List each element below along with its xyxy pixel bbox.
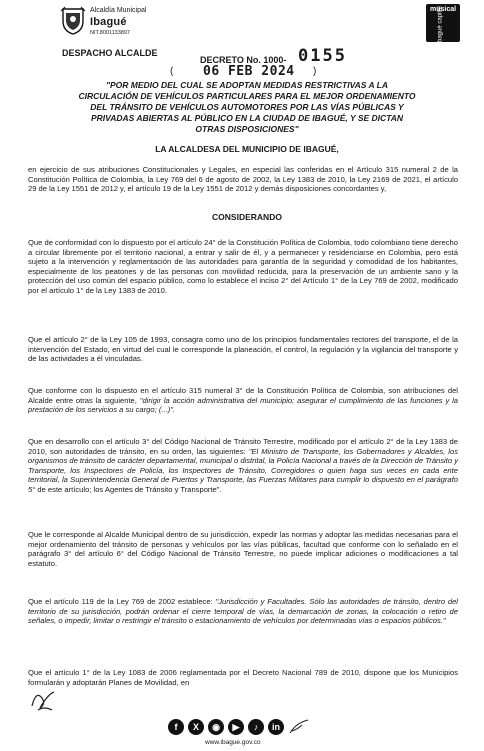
paragraph-4 — [28, 437, 458, 495]
paragraph-1: Que de conformidad con lo dispuesto por el artículo 24° de la Constitución Política de Colombia, todo colombiano tiene derecho a circular libremente por el territorio nacional, a entrar y salir de él, y a permanecer y residenciarse en Colombia, pero está sujeto a la intervención y reglamentación de las autoridades para garantía de la seguridad y comodidad de los habitantes, especialmente de los peatones y de las personas con movilidad reducida, para la preservación de un ambiente sano y la protección del uso común del espacio público, como lo establece el inciso 2° del Artículo 1° de la Ley 769 de 2002, modificado por el artículo 1° de la Ley 1383 de 2010. — [28, 238, 458, 295]
paragraph-5: Que le corresponde al Alcalde Municipal dentro de su jurisdicción, expedir las normas y adoptar las medidas necesarias para el mejor ordenamiento del tránsito de personas y vehículos por las vías públicas, facultad que conforme con lo señalado en el parágrafo 3° del artículo 6° del Código Nacional de Tránsito Terrestre, no puede implicar adiciones o modificaciones a tal estatuto. — [28, 530, 458, 568]
paragraph-4-tail: de este artículo; los Agentes de Tránsito y Transporte". — [35, 484, 222, 494]
decree-title-line: PRIVADAS ABIERTAS AL PÚBLICO EN LA CIUDAD DE IBAGUÉ, Y SE DICTAN — [90, 113, 403, 123]
pen-signature-icon — [288, 719, 310, 735]
brand-line1: musical — [430, 6, 457, 13]
decree-label: DECRETO No. 1000- — [200, 55, 287, 65]
instagram-icon[interactable]: ◉ — [208, 719, 224, 735]
paragraph-2: Que el artículo 2° de la Ley 105 de 1993, consagra como uno de los principios fundamentales rectores del transporte, el de la intervención del Estado, en virtud del cual le corresponde la planeación, el control, la regulación y la vigilancia del transporte y de las actividades a él vinculadas. — [28, 335, 458, 364]
website-link[interactable]: www.ibague.gov.co — [205, 739, 261, 746]
tiktok-icon[interactable]: ♪ — [248, 719, 264, 735]
considerando-heading: CONSIDERANDO — [212, 212, 282, 222]
brand-badge — [426, 4, 460, 42]
paragraph-3-quote: "dirigir la acción administrativa del municipio; asegurar el cumplimiento de las funciones y la prestación de los servicios a su cargo; (...)". — [28, 395, 458, 415]
org-nit: NIT.8001133897 — [90, 30, 130, 36]
org-name-line1: Alcaldía Municipal — [90, 7, 147, 14]
decree-title-line: "POR MEDIO DEL CUAL SE ADOPTAN MEDIDAS RESTRICTIVAS A LA — [105, 80, 389, 90]
decree-title-line: DEL TRÁNSITO DE VEHÍCULOS AUTOMOTORES POR LAS VÍAS PÚBLICAS Y — [90, 102, 404, 112]
paragraph-4-text: Que en desarrollo con el artículo 3° del Código Nacional de Tránsito Terrestre, modificado por el artículo 2° de la Ley 1383 de 2010, son autoridades de tránsito, en su orden, las siguientes: — [28, 437, 458, 456]
decree-date-stamp: 06 FEB 2024 — [203, 64, 295, 79]
authority-heading: LA ALCALDESA DEL MUNICIPIO DE IBAGUÉ, — [155, 144, 339, 154]
linkedin-icon[interactable]: in — [268, 719, 284, 735]
decree-title-line: OTRAS DISPOSICIONES" — [195, 124, 299, 134]
youtube-icon[interactable]: ▶ — [228, 719, 244, 735]
x-twitter-icon[interactable]: X — [188, 719, 204, 735]
decree-title-line: CIRCULACIÓN DE VEHÍCULOS PARTICULARES PARA EL MEJOR ORDENAMIENTO — [78, 91, 416, 101]
paragraph-4-quote: "El Ministro de Transporte, los Gobernadores y Alcaldes, los organismos de tránsito de carácter departamental, municipal o distrital, la Policía Nacional a través de la Dirección de Tránsito y Transporte, los Inspectores de Policía, los Inspectores de Tránsito, Corregidores o quien haga sus veces en cada ente territorial, la Superintendencia General de Puertos y Transporte, las Fuerzas Militares para cumplir lo dispuesto en el parágrafo 5° — [28, 446, 458, 494]
date-paren-close: ) — [313, 66, 317, 77]
decree-number-stamp: 0155 — [298, 46, 347, 66]
org-name-city: Ibagué — [90, 16, 127, 28]
office-label: DESPACHO ALCALDE — [62, 48, 158, 58]
coat-of-arms-logo — [60, 5, 86, 35]
paragraph-6 — [28, 597, 458, 626]
intro-paragraph: en ejercicio de sus atribuciones Constitucionales y Legales, en especial las conferidas en el Artículo 315 numeral 2 de la Constitución Política de Colombia, la Ley 769 del 6 de agosto de 2002, la Ley 1383 de 2010, la Ley 2169 de 2021, el artículo 29 de la Ley 1551 de 2012 y, el artículo 19 de la Ley 1551 de 2012 y demás disposiciones concordantes y, — [28, 165, 458, 194]
facebook-icon[interactable]: f — [168, 719, 184, 735]
social-links — [168, 719, 318, 737]
paragraph-6-text: Que el artículo 119 de la Ley 769 de 2002 establece: — [28, 597, 216, 606]
paragraph-6-quote: "Jurisdicción y Facultades. Sólo las autoridades de tránsito, dentro del territorio de su jurisdicción, podrán ordenar el cierre temporal de vías, la demarcación de zonas, la colocación o retiro de señales, o impedir, limitar o restringir el tránsito o estacionamiento de vehículos por determinadas vías o espacios públicos." — [28, 597, 458, 626]
initials-signature — [28, 684, 58, 714]
paragraph-7: Que el artículo 1° de la Ley 1083 de 2006 reglamentada por el Decreto Nacional 789 de 2010, dispone que los Municipios formularán y adoptarán Planes de Movilidad, en — [28, 668, 458, 687]
date-paren-open: ( — [170, 66, 174, 77]
paragraph-3-text: Que conforme con lo dispuesto en el artículo 315 numeral 3° de la Constitución Política de Colombia, son atribuciones del Alcalde entre otras la siguiente, — [28, 386, 458, 405]
paragraph-3 — [28, 386, 458, 415]
brand-line2: Ibagué capital — [437, 6, 444, 44]
